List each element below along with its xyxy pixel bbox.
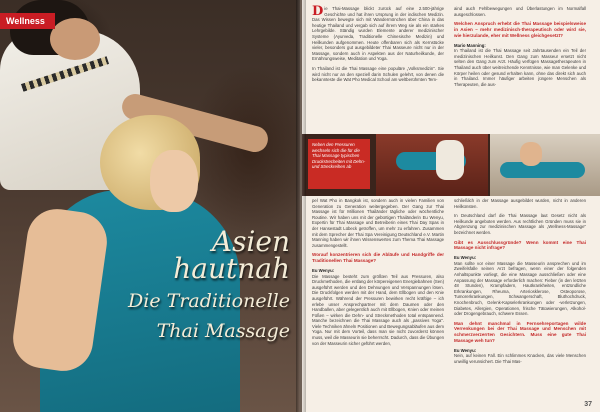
paragraph: pel Wat Pho in Bangkok ist, sondern auch in vielen Familien von Generation zu Generation weitergegeben. Der Gang zur Thai Massage ist für Millionen Thailänder tägliche oder wöchentliche Routine. Wir haben uns mit der gebürtigen Thailänderin Eu Wenyu, Expertin für Thai Massage und Betreiberin eines Thai Day Spas in der Hansestadt Lübeck getroffen, um mehr zu erfahren. Zusammen mit dem Sprecher der Thai Spa Vereinigung Deutschland e.V. Martin Manning haben wir ihnen Wissenswertes zum Thema Thai Massage zusammengestellt. bbox=[312, 198, 444, 248]
article-column-3 bbox=[312, 198, 444, 350]
drop-cap: D bbox=[312, 4, 324, 19]
paragraph: In Thailand ist die Thai Massage eine populäre „Volksmedizin". Sie wird nicht nur an den speziell darin Schulen gelehrt, von denen die bekannteste die Wat Pho Medical School am weltberühmten Tem- bbox=[312, 65, 444, 83]
question-heading: Man dehnt manchmal in Fernsehreportagen wilde Verrenkungen bei der Thai Massage und Menschen mit schmerzverzerrten Gesichtern. Muss eine gute Thai Massage weh tun? bbox=[454, 320, 586, 344]
speaker-label: Eu Wenyu: bbox=[454, 255, 477, 261]
paragraph: In Thailand ist die Thai Massage seit Jahrtausenden ein Teil der medizinischen Heilkunst. Den Gang zum Masseur ersetzt nicht selten den Gang zum Arzt. Häufig verfügen Massagetherapeuten in Thailand auch über weitreichende Kenntnisse, wie man Gelenke und Körper heilen oder gesund erhalten kann, ohne das direkt sich auch in Thailand. Immer häufiger arbeiten jüngere Menschen als Therapeuten, die aus- bbox=[454, 48, 586, 87]
therapist-face bbox=[50, 18, 100, 60]
article-column-2 bbox=[454, 6, 586, 91]
intro-paragraph: Die Thai-Massage blickt zurück auf eine 2.500-jährige Geschichte und hat ihren Ursprung in der indischen Medizin. Das Wissen bewegte sich mit Wandermönchen über China in das heutige Thailand und vergab sich auf ihrem Weg sie als ein starkes Lehrgebilde. Ständig wurden Elemente anderer medizinischer Systeme (Ayurveda, Traditionelle Chinesische Medizin) und Heilkunden aufgenommen. Heute offenbaren sich als Kernstücke vieler, besonders gut ausgebildeter Thai Masseure nicht nur in der Massage, sondern auch in Aspekten aus der Naturheilkunde, der Ernährungsweise, Meditation und Yoga. bbox=[312, 4, 444, 62]
client-stretch bbox=[500, 162, 585, 178]
client-face bbox=[150, 150, 198, 212]
speaker-label: Eu Wenyu: bbox=[312, 267, 335, 273]
question-heading: Gibt es Ausschlussgründe? Wenn kommt eine Thai Massage nicht infrage? bbox=[454, 239, 586, 251]
article-column-4 bbox=[454, 198, 586, 369]
paragraph: aind auch Fehlbewegungen und Überlastungen im Normalfall ausgeschlossen. bbox=[454, 6, 586, 17]
speaker-label: Eu Wenyu: bbox=[454, 347, 477, 353]
paragraph: schließlich in der Massage ausgebildet wurden, nicht in anderen Heilkünsten. bbox=[454, 198, 586, 209]
question-heading: Welchen Anspruch erhebt die Thai Massage beispielsweise in Asien – mehr medizinisch-therapeutisch oder wird sie, wie hierzulande, eher mit Wellness gleichgesetzt? bbox=[454, 21, 586, 38]
question-heading: Worauf konzentrieren sich die Abläufe und Handgriffe der Traditionellen Thai Massage? bbox=[312, 252, 444, 264]
subheadline-line2: Thai Massage bbox=[156, 320, 290, 342]
photo-strip bbox=[302, 134, 600, 196]
massage-photo-2 bbox=[490, 134, 600, 196]
paragraph: Nein, auf keinen Fall. Ein schlimmes Knacken, das viele Menschen unwillig verunsichert. Die Thai Mas- bbox=[454, 353, 586, 365]
massage-photo-1 bbox=[376, 134, 488, 196]
article-column-1 bbox=[312, 6, 444, 87]
page-gutter bbox=[296, 0, 306, 412]
paragraph: Die Massage besteht zum größten Teil aus Pressuren, also Druckmethoden, die entlang der körpereigenen Energiebahnen (Sen) ausgeführt werden und den Dehnungen und Verspannungen lösen. Die Druckfolgen werden mit der Hand, dem Ellbogen und den Knie ausgeführt. Während der Pressuren bewirken recht kräftige – ich erlebe unser Ansprechpartner mit dem Daumen oder den Handballen, aber gelegentlich auch mit Ellbogen, Knien oder meinen Füßen – wirken die Dehn- und Streckmethoden total entspannend. Manche bezeichnen die Thai Massage auch als „passives Yoga". Viele Techniken ähneln Positionen und Bewegungsabläufen aus dem Yoga. Nur mit dem Vorteil, dass man sie nicht zuvorderst können muss, weil die Masseurin sie beherrscht. Dadurch, dass die Übungen von der Masseurin sicher geführt werden, bbox=[312, 273, 444, 346]
section-tag: Wellness bbox=[0, 13, 55, 29]
speaker-label: Mario Manning: bbox=[454, 42, 486, 48]
photo-caption: Neben den Pressuren wechseln sich die für die Thai Massage typischen Druckstrecheiten mit Dehn- und Streckreihen ab bbox=[308, 139, 370, 189]
subheadline-line1: Die Traditionelle bbox=[128, 290, 290, 312]
paragraph: Man sollte vor einer Massage die Masseurin ansprechen und im Zweifelsfalle seinen Arzt befragen, wenn einer der folgenden Anhaltspunkte vorliegt, die eine Massage ausschließen oder eine Anpassung der Massage erforderlich machen: Fieber (in den letzten 48 Stunden), Krampfadern, Hautkrankheiten, entzündliche Erkrankungen, Rheuma, Arteriosklerose, Osteoporose, Tumorerkrankungen, Schwangerschaft, Bluthochdruck, Knochenbruch, Gelenk-Kapselerkrankungen oder -verletzungen, Diabetes, Allergien, Operationen, frische Tätowierungen, Alkohol- oder Drogengebrauch, schwere Essen. bbox=[454, 260, 586, 317]
client-head bbox=[520, 142, 542, 166]
page-number: 37 bbox=[584, 401, 592, 408]
therapist-kneeling bbox=[436, 140, 464, 180]
right-page-article bbox=[302, 0, 600, 412]
headline-line1: Asien bbox=[211, 225, 290, 258]
paragraph: In Deutschland darf die Thai Massage laut Gesetz nicht als Heilkunde angeboten werden. Aus rechtlichen Gründen muss sie in Abgrenzung zur medizinischen Massage als „Wellness-Massage" bezeichnet werden. bbox=[454, 213, 586, 235]
headline bbox=[128, 225, 290, 342]
headline-line2: hautnah bbox=[173, 252, 290, 285]
